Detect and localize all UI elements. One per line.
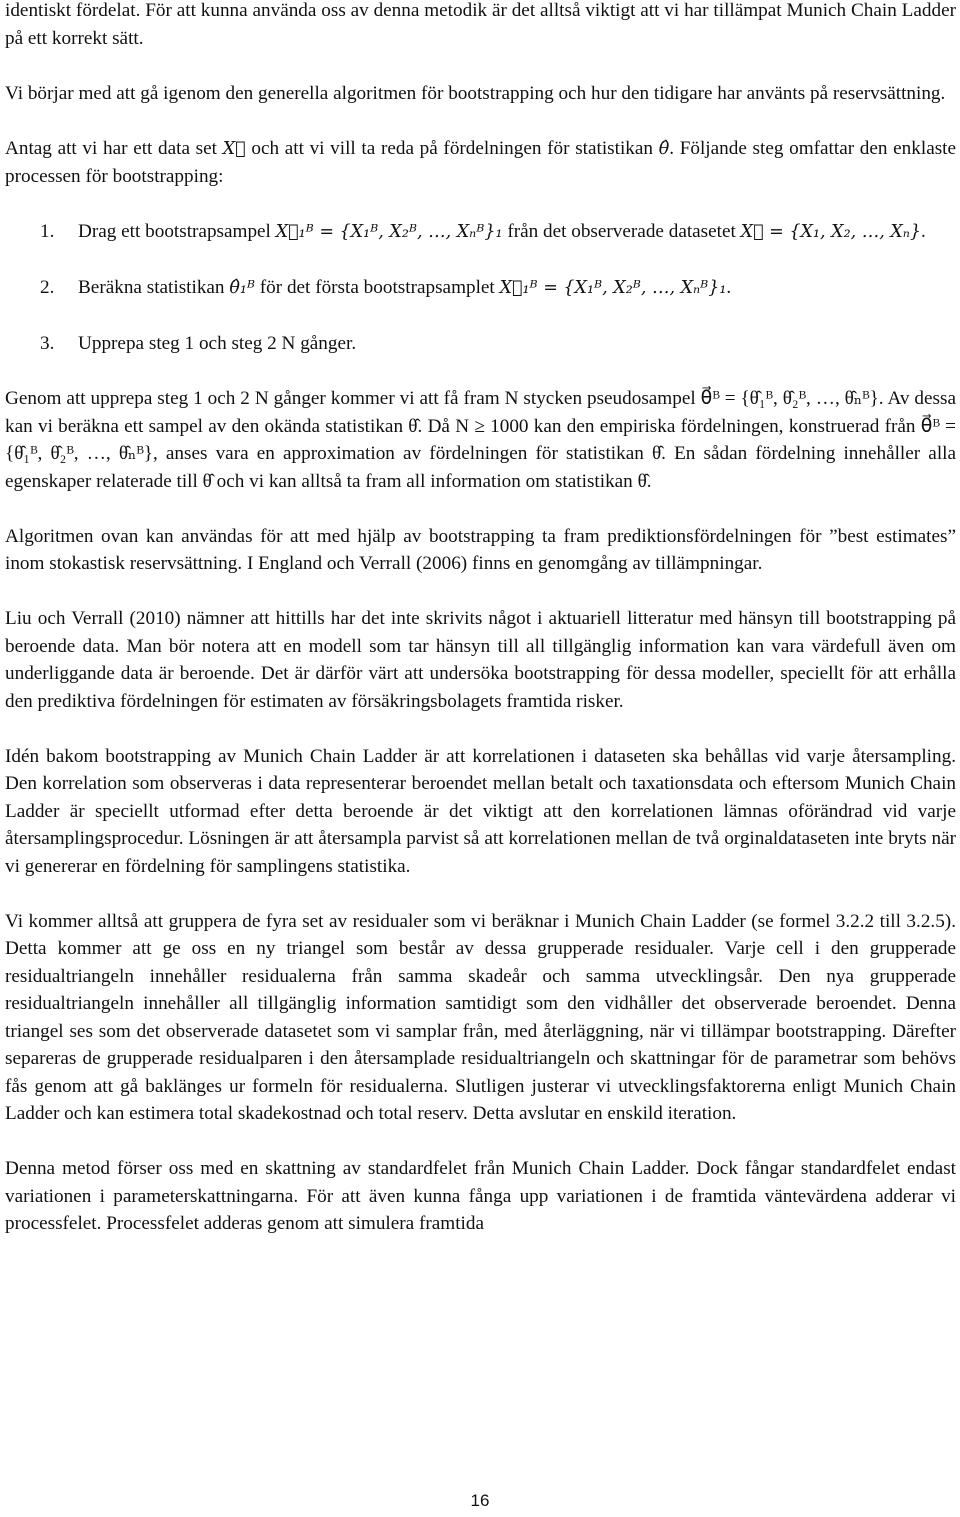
paragraph-standard-error: Denna metod förser oss med en skattning av standardfelet från Munich Chain Ladder. Dock fångar standardfelet endast variationen i parameterskattningarna. För att även kunna fånga upp variationen i de framtida väntevärdena adderar vi processfelet. Processfelet adderas genom att simulera framtida bbox=[5, 1158, 956, 1234]
bootstrap-steps-list bbox=[5, 218, 956, 358]
list-item-step-3 bbox=[5, 330, 956, 358]
text-segment: och att vi vill ta reda på fördelningen för statistikan bbox=[251, 137, 653, 159]
step-number: 3. bbox=[40, 333, 55, 354]
text-segment: för det första bootstrapsamplet bbox=[259, 277, 495, 298]
text-segment: . bbox=[726, 277, 732, 298]
math-theta-hat: θ̂ bbox=[658, 138, 670, 159]
text-segment: Upprepa steg 1 och steg 2 N gånger. bbox=[78, 333, 357, 354]
text-segment: från det observerade datasetet bbox=[507, 221, 736, 242]
list-item-step-2 bbox=[5, 274, 956, 303]
paragraph-correlation-idea: Idén bakom bootstrapping av Munich Chain Ladder är att korrelationen i dataseten ska behållas vid varje återsampling. Den korrelation som observeras i data representerar beroendet mellan betalt och taxationsdata och eftersom Munich Chain Ladder är speciellt utformad efter detta beroende är det viktigt att den korrelationen lämnas oförändrad vid varje återsamplingsprocedur. Lösningen är att återsampla parvist så att korrelationen mellan de två orginaldataseten inte bryts när vi genererar en fördelning för samplingens statistika. bbox=[5, 745, 956, 877]
paragraph-prediction-distribution: Algoritmen ovan kan användas för att med hjälp av bootstrapping ta fram prediktionsfördelningen för ”best estimates” inom stokastisk reservsättning. I England och Verrall (2006) finns en genomgång av tillämpningar. bbox=[5, 525, 956, 574]
paragraph-residual-grouping: Vi kommer alltså att gruppera de fyra set av residualer som vi beräknar i Munich Chain Ladder (se formel 3.2.2 till 3.2.5). Detta kommer att ge oss en ny triangel som består av dessa grupperade residualer. Varje cell i den grupperade residualtriangeln innehåller residualerna från samma skadeår och samma utvecklingsår. Den nya grupperade residualtriangeln innehåller all tillgänglig information samtidigt som den vidhåller det observerade beroendet. Denna triangel ses som det observerade datasetet som vi samplar från, med återläggning, när vi tillämpar bootstrapping. Därefter separeras de grupperade residualparen i den återsamplade residualtriangeln och skattningar för de parametrar som behövs fås genom att gå baklänges ur formeln för residualerna. Slutligen justerar vi utvecklingsfaktorerna enligt Munich Chain Ladder och kan estimera total skadekostnad och total reserv. Detta avslutar en enskild iteration. bbox=[5, 910, 956, 1124]
paragraph-pseudosamples: Genom att upprepa steg 1 och 2 N gånger kommer vi att få fram N stycken pseudosampel θ⃗ᴮ = {θ̂₁ᴮ, θ̂₂ᴮ, …, θ̂ₙᴮ}. Av dessa kan vi beräkna ett sampel av den okända statistikan θ̂. Då N ≥ 1000 kan den empiriska fördelningen, konstruerad från θ⃗ᴮ = {θ̂₁ᴮ, θ̂₂ᴮ, …, θ̂ₙᴮ}, anses vara en approximation av fördelningen för statistikan θ̂. En sådan fördelning innehåller alla egenskaper relaterade till θ̂ och vi kan alltså ta fram all information om statistikan θ̂. bbox=[5, 388, 956, 492]
paragraph-intro-continuation: identiskt fördelat. För att kunna använda oss av denna metodik är det alltså viktigt att vi har tillämpat Munich Chain Ladder på ett korrekt sätt. bbox=[5, 0, 956, 49]
text-segment: . bbox=[921, 221, 926, 242]
math-theta-hat-1b: θ̂₁ᴮ bbox=[229, 278, 255, 298]
text-segment: Antag att vi har ett data set bbox=[5, 137, 217, 159]
step-number: 1. bbox=[40, 221, 55, 242]
paragraph-dataset-assumption bbox=[5, 135, 956, 191]
math-bootstrap-sample: X⃗₁ᴮ = {X₁ᴮ, X₂ᴮ, …, Xₙᴮ}₁ bbox=[275, 222, 503, 242]
text-segment: Beräkna statistikan bbox=[78, 277, 225, 298]
math-bootstrap-sample: X⃗₁ᴮ = {X₁ᴮ, X₂ᴮ, …, Xₙᴮ}₁ bbox=[499, 278, 727, 298]
page-number: 16 bbox=[470, 1491, 490, 1510]
text-segment: Drag ett bootstrapsampel bbox=[78, 221, 271, 242]
math-observed-dataset: X⃗ = {X₁, X₂, …, Xₙ} bbox=[740, 222, 922, 242]
text-segment: . Följande steg omfattar den enklaste processen för bootstrapping: bbox=[5, 137, 957, 187]
math-vector-x: X⃗ bbox=[222, 138, 246, 159]
list-item-step-1 bbox=[5, 218, 956, 247]
paragraph-liu-verrall: Liu och Verrall (2010) nämner att hittills har det inte skrivits något i aktuariell litteratur med hänsyn till bootstrapping på beroende data. Man bör notera att en modell som tar hänsyn till all tillgänglig information kan vara värdefull även om underliggande data är beroende. Det är därför värt att undersöka bootstrapping för dessa modeller, speciellt för att erhålla den prediktiva fördelningen för estimaten av försäkringsbolagets framtida risker. bbox=[5, 608, 956, 712]
paragraph-algorithm-intro: Vi börjar med att gå igenom den generella algoritmen för bootstrapping och hur den tidigare har använts på reservsättning. bbox=[5, 82, 946, 104]
step-number: 2. bbox=[40, 277, 55, 298]
